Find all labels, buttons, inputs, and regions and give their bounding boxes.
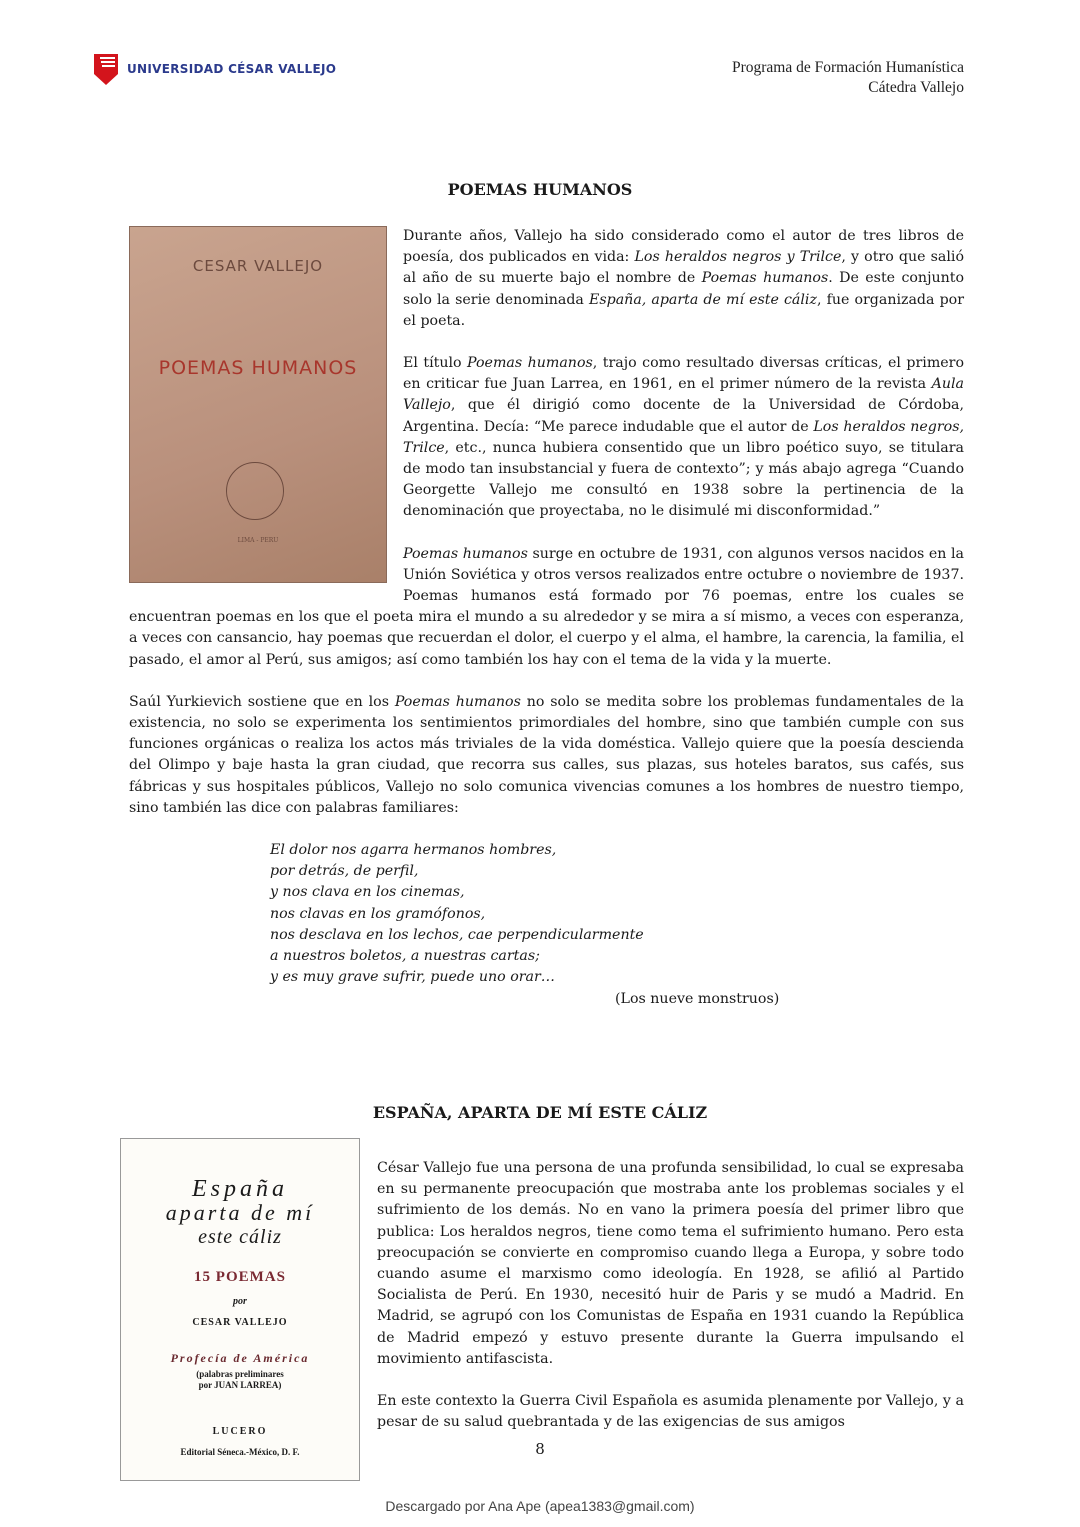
text-run: surge en octubre de 1931, con algunos versos nacidos en la Unión Soviética y otros versos realizados entre octubre o noviembre de 1937. Poemas humanos está formado por 76 poemas, entre los cuales se encuentran poemas en los que el poeta mira el mundo a su alrededor y se mira a sí mismo, a veces con esperanza, a veces con cansancio, hay poemas que recuerdan el dolor, el cuerpo y el alma, el hambre, la carencia, la familia, el pasado, el amor al Perú, sus amigos; así como también los hay con el tema de la vida y la muerte. (129, 545, 964, 668)
book-cover-espana (120, 1138, 360, 1481)
page-number: 8 (535, 1440, 545, 1458)
section-espana (129, 1158, 964, 1485)
italic-text: Aula Vallejo (403, 376, 964, 414)
section-title-poemas-humanos: POEMAS HUMANOS (447, 180, 633, 199)
poem-line: y nos clava en los cinemas, (270, 884, 465, 901)
text-run: Durante años, Vallejo ha sido considerado como el autor de tres libros de poesía, dos publicados en vida: (403, 228, 964, 266)
text-run: Saúl Yurkievich sostiene que en los (129, 693, 395, 710)
cover-collection: LUCERO (212, 1425, 268, 1437)
italic-text: Poemas humanos (403, 545, 528, 562)
cover-title-2: aparta de mí (165, 1200, 315, 1225)
poem-line: nos clavas en los gramófonos, (270, 905, 486, 922)
text-run: , fue organizada por el poeta. (403, 291, 964, 329)
italic-text: Los heraldos negros, Trilce (403, 418, 965, 456)
download-footer: Descargado por Ana Ape (apea1383@gmail.com) (385, 1498, 695, 1514)
text-run: , trajo como resultado diversas críticas, el primero en criticar fue Juan Larrea, en 1961, en el primer número de la revista (403, 355, 964, 393)
text-run: En este contexto la Guerra Civil Española es asumida plenamente por Vallejo, y a pesar de su salud quebrantada y de las exigencias de sus amigos (377, 1393, 964, 1431)
cover-place: LIMA - PERU (237, 537, 279, 544)
cover-by: por (233, 1296, 247, 1308)
poem-source: (Los nueve monstruos) (615, 990, 780, 1007)
poem-line: a nuestros boletos, a nuestras cartas; (270, 948, 540, 965)
chair-name: Cátedra Vallejo (868, 79, 964, 96)
cover-author: CESAR VALLEJO (192, 257, 324, 275)
cover-title-3: este cáliz (198, 1226, 282, 1248)
paragraph (129, 692, 964, 819)
poem-line: y es muy grave sufrir, puede uno orar… (270, 969, 555, 986)
section-title-espana: ESPAÑA, APARTA DE MÍ ESTE CÁLIZ (372, 1103, 708, 1122)
header-program (732, 58, 964, 98)
section-poemas-humanos (129, 226, 964, 1010)
university-logo (93, 52, 336, 86)
text-run: no solo se medita sobre los problemas fundamentales de la existencia, no solo se experimenta los sentimientos primordiales del hombre, sino que también cumple con sus funciones orgánicas o realiza los actos más triviales de la vida doméstica. Vallejo quiere que la poesía descienda del Olimpo y baje hasta la gran ciudad, que recorra sus calles, sus plazas, sus hoteles baratos, sus cafés, sus fábricas y sus hospitales públicos, Vallejo no solo comunica vivencias comunes a los hombres de nuestro tiempo, sino también las dice con palabras familiares: (129, 693, 964, 816)
university-name: UNIVERSIDAD CÉSAR VALLEJO (127, 62, 337, 76)
text-run: . De este conjunto solo la serie denominada (403, 270, 964, 308)
cover-prologue-note-2: por JUAN LARREA) (198, 1379, 282, 1390)
poem-quote (270, 840, 964, 988)
text-run: El título (403, 355, 468, 372)
program-name: Programa de Formación Humanística (731, 59, 964, 76)
cover-prologue: Profecía de América (170, 1350, 310, 1365)
text-run: César Vallejo fue una persona de una profunda sensibilidad, lo cual se expresaba en su permanente preocupación que mostraba ante los problemas sociales y el sufrimiento de los demás. No en vano la primera poesía del primer libro que publica: Los heraldos negros, tiene como tema el sufrimiento humano. Pero esta preocupación se convierte en compromiso cuando llega a Europa, y sobre todo cuando asume el marxismo como ideología. En 1928, se afilió al Partido Socialista de Perú. En 1930, necesitó huir de Paris y se mudó a Madrid. En Madrid, se agrupó con los Comunistas de España en 1931 cuando la República de Madrid empezó y estuvo presente durante la Guerra impulsando el movimiento antifascista. (377, 1160, 964, 1367)
cover-prologue-note-1: (palabras preliminares (196, 1368, 284, 1379)
poem-line: nos desclava en los lechos, cae perpendicularmente (270, 926, 644, 943)
text-run: , etc., nunca hubiera consentido que un libro poético suyo, se titulara de modo tan insubstancial y fuera de contexto”; y más abajo agrega “Cuando Georgette Vallejo me consultó en 1938 sobre la pertinencia de la denominación que proyectaba, no le disimulé mi disconformidad.” (403, 439, 964, 520)
poem-line: por detrás, de perfil, (270, 863, 419, 880)
cover-count: 15 POEMAS (194, 1269, 286, 1285)
italic-text: España, aparta de mí este cáliz (589, 291, 817, 308)
italic-text: Poemas humanos (701, 270, 829, 287)
shield-logo-icon (93, 52, 119, 86)
book-cover-poemas-humanos (129, 226, 387, 583)
cover-title: POEMAS HUMANOS (158, 357, 358, 379)
italic-text: Poemas humanos (467, 355, 593, 372)
cover-title-1: España (192, 1176, 288, 1202)
italic-text: Poemas humanos (394, 693, 521, 710)
italic-text: Los heraldos negros y Trilce (634, 249, 842, 266)
cover-publisher: Editorial Séneca.-México, D. F. (180, 1447, 300, 1458)
portrait-seal-icon (226, 462, 284, 520)
text-run: , y otro que salió al año de su muerte bajo el nombre de (403, 249, 964, 287)
cover-author: CESAR VALLEJO (192, 1317, 288, 1329)
poem-line: El dolor nos agarra hermanos hombres, (270, 842, 557, 859)
text-run: , que él dirigió como docente de la Universidad de Córdoba, Argentina. Decía: “Me parece indudable que el autor de (403, 397, 964, 435)
